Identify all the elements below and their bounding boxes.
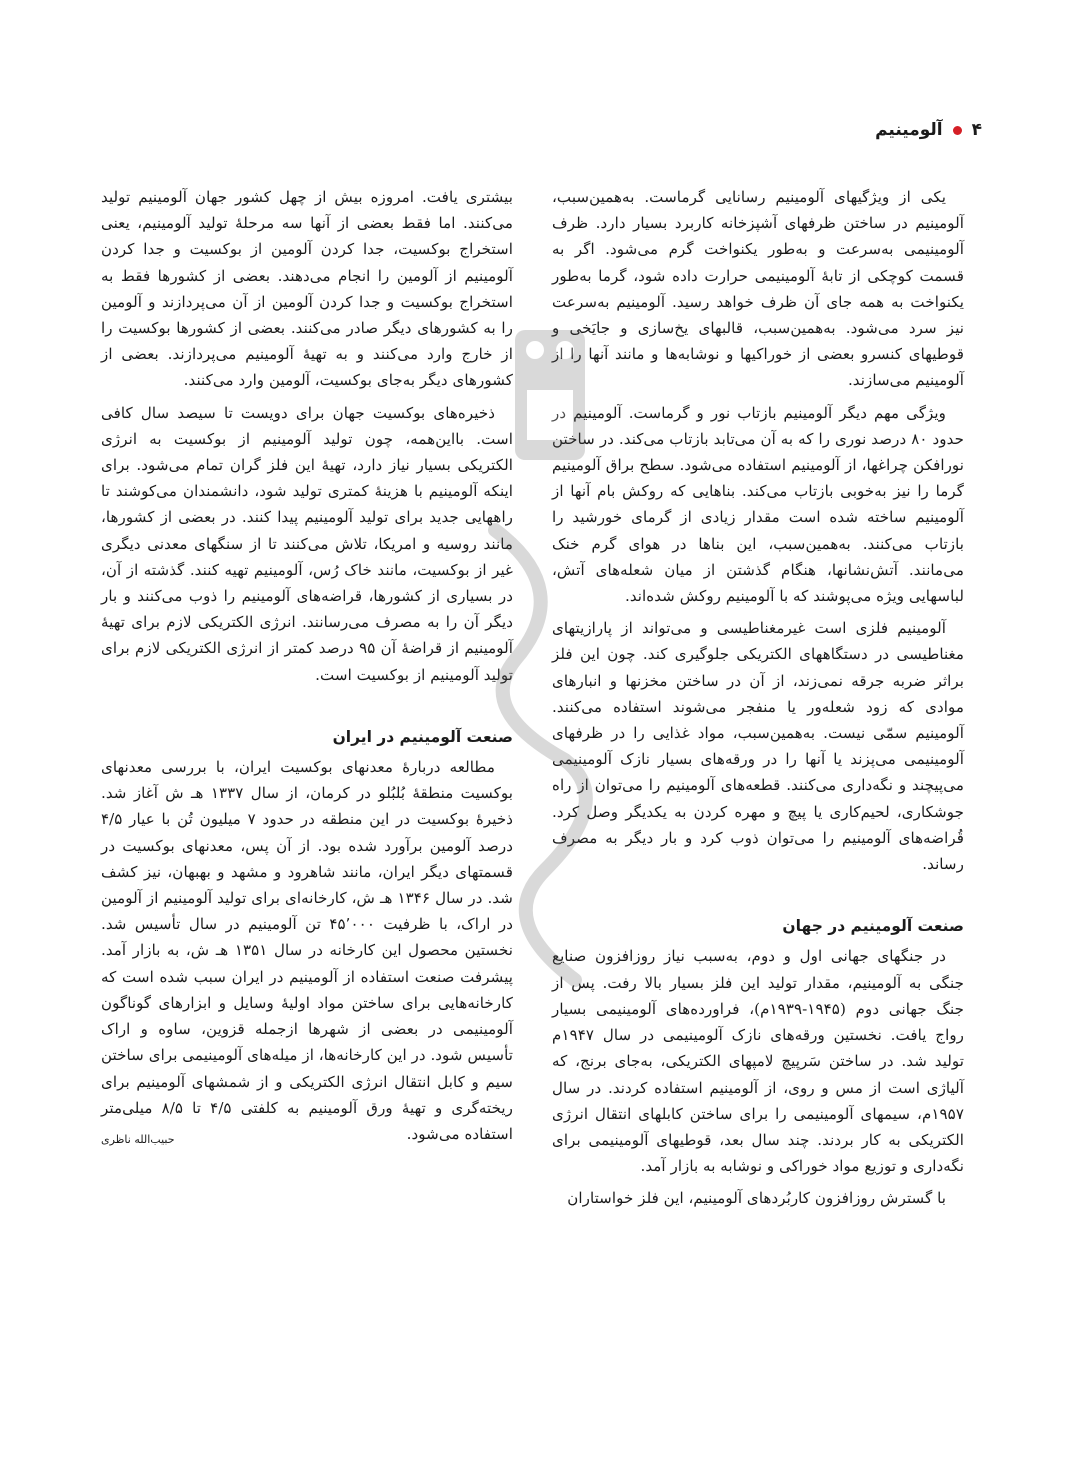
section-heading: صنعت آلومینیم در جهان: [782, 917, 964, 936]
paragraph: بیشتری یافت. امروزه بیش از چهل کشور جهان آلومینیم تولید می‌کنند. اما فقط بعضی از آنها سه مرحلهٔ تولید آلومینیم، یعنی استخراج بوکسیت، جدا کردن آلومین از بوکسیت و جدا کردن آلومینیم از آلومین را انجام می‌دهند. بعضی از کشورها فقط به استخراج بوکسیت و جدا کردن آلومین از آن می‌پردازند و آلومین را به کشورهای دیگر صادر می‌کنند. بعضی از کشورها بوکسیت را از خارج وارد می‌کنند و به تهیهٔ آلومینیم می‌پردازند. بعضی از کشورهای دیگر به‌جای بوکسیت، آلومین وارد می‌کنند.: [101, 188, 513, 390]
paragraph: ذخیره‌های بوکسیت جهان برای دویست تا سیصد سال کافی است. بااین‌همه، چون تولید آلومینیم از بوکسیت به انرژی الکتریکی بسیار نیاز دارد، تهیهٔ این فلز گران تمام می‌شود. برای اینکه آلومینیم با هزینهٔ کمتری تولید شود، دانشمندان می‌کوشند تا راههایی جدید برای تولید آلومینیم پیدا کنند. در بعضی از کشورها، مانند روسیه و امریکا، تلاش می‌کنند تا از سنگهای معدنی دیگری غیر از بوکسیت، مانند خاک رُس، آلومینیم تهیه کنند. گذشته از آن، در بسیاری از کشورها، قراضه‌های آلومینیم را ذوب می‌کنند و بار دیگر آن را به مصرف می‌رسانند. انرژی الکتریکی لازم برای تهیهٔ آلومینیم از قراضهٔ آن ۹۵ درصد کمتر از انرژی الکتریکی لازم برای تولید آلومینیم از بوکسیت است.: [101, 403, 514, 684]
page-number: ۴: [971, 120, 982, 140]
page-header: [875, 120, 982, 140]
paragraph: با گسترش روزافزون کاربُردهای آلومینیم، این فلز خواستاران: [567, 1189, 946, 1208]
right-column: [552, 184, 964, 1218]
author-signature: حبیب‌الله ناظری: [101, 1133, 175, 1147]
page-title: آلومینیم: [875, 120, 943, 140]
paragraph: آلومینیم فلزی است غیرمغناطیسی و می‌تواند از پارازیتهای مغناطیسی در دستگاههای الکتریکی جلوگیری کند. چون این فلز براثر ضربه جرقه نمی‌زند، از آن در ساختن مخزنها و انبارهای موادی که زود شعله‌ور یا منفجر می‌شوند استفاده می‌کنند. آلومینیم سمّی نیست. به‌همین‌سبب، مواد غذایی را در ظرفهای آلومینیمی می‌پزند یا آنها را در ورقه‌های بسیار نازک آلومینیمی می‌پیچند و نگه‌داری می‌کنند. قطعه‌های آلومینیم را می‌توان از راه جوشکاری، لحیم‌کاری یا پیچ و مهره کردن به یکدیگر وصل کرد. قُراضه‌های آلومینیم را می‌توان ذوب کرد و بار دیگر به مصرف رساند.: [552, 619, 964, 874]
paragraph: یکی از ویژگیهای آلومینیم رسانایی گرماست. به‌همین‌سبب، آلومینیم در ساختن ظرفهای آشپزخانه کاربرد بسیار دارد. ظرف آلومینیمی به‌سرعت و به‌طور یکنواخت گرم می‌شود. اگر به قسمت کوچکی از تابهٔ آلومینیمی حرارت داده شود، گرما به‌طور یکنواخت به همه جای آن ظرف خواهد رسید. آلومینیم به‌سرعت نیز سرد می‌شود. به‌همین‌سبب، قالبهای یخ‌سازی و جایَخی و قوطیهای کنسرو بعضی از خوراکیها و نوشابه‌ها و مانند آنها را از آلومینیم می‌سازند.: [552, 188, 964, 390]
paragraph: مطالعه دربارهٔ معدنهای بوکسیت ایران، با بررسی معدنهای بوکسیت منطقهٔ بُلبُلو در کرمان، از سال ۱۳۳۷ هـ ش آغاز شد. ذخیرهٔ بوکسیت در این منطقه در حدود ۷ میلیون تُن با عیار ۴/۵ درصد آلومین برآورد شده بود. از آن پس، معدنهای بوکسیت در قسمتهای دیگر ایران، مانند شاهرود و مشهد و بهبهان، نیز کشف شد. در سال ۱۳۴۶ هـ ش، کارخانه‌ای برای تولید آلومینیم از آلومین در اراک، با ظرفیت ۴۵٬۰۰۰ تن آلومینیم در سال تأسیس شد. نخستین محصول این کارخانه در سال ۱۳۵۱ هـ ش، به بازار آمد. پیشرفت صنعت استفاده از آلومینیم در ایران سبب شده است که کارخانه‌هایی برای ساختن مواد اولیهٔ وسایل و ابزارهای گوناگون آلومینیمی در بعضی از شهرها ازجمله قزوین، ساوه و اراک تأسیس شود. در این کارخانه‌ها، از میله‌های آلومینیمی برای ساختن سیم و کابل انتقال انرژی الکتریکی و از شمشهای آلومینیم برای ریخته‌گری و تهیهٔ ورق آلومینیم به کلفتی ۴/۵ تا ۸/۵ میلی‌متر استفاده می‌شود.: [101, 758, 514, 1143]
bullet-dot-icon: [953, 126, 962, 135]
section-heading: صنعت آلومینیم در ایران: [332, 727, 513, 746]
paragraph: در جنگهای جهانی اول و دوم، به‌سبب نیاز روزافزون صنایع جنگی به آلومینیم، مقدار تولید این فلز بسیار بالا رفت. پس از جنگ جهانی دوم (۱۹۴۵-۱۹۳۹م)، فراورده‌های آلومینیمی بسیار رواج یافت. نخستین ورقه‌های نازک آلومینیمی در سال ۱۹۴۷م تولید شد. در ساختن سَرپیچ لامپهای الکتریکی، به‌جای برنج، که آلیاژی است از مس و روی، از آلومینیم استفاده کردند. در سال ۱۹۵۷م، سیمهای آلومینیمی را برای ساختن کابلهای انتقال انرژی الکتریکی به کار بردند. چند سال بعد، قوطیهای آلومینیمی برای نگه‌داری و توزیع مواد خوراکی و نوشابه به بازار آمد.: [552, 947, 964, 1176]
paragraph: ویژگی مهم دیگر آلومینیم بازتاب نور و گرماست. آلومینیم در حدود ۸۰ درصد نوری را که به آن می‌تابد بازتاب می‌کند. در ساختن نورافکن چراغها، از آلومینیم استفاده می‌شود. سطح براق آلومینیم گرما را نیز به‌خوبی بازتاب می‌کند. بناهایی که روکش بام آنها از آلومینیم ساخته شده است مقدار زیادی از گرمای خورشید را بازتاب می‌کنند. به‌همین‌سبب، این بناها در هوای گرم خنک می‌مانند. آتش‌نشانها، هنگام گذشتن از میان شعله‌های آتش، لباسهایی ویژه می‌پوشند که با آلومینیم روکش شده‌اند.: [552, 403, 964, 606]
left-column: [101, 184, 513, 1153]
